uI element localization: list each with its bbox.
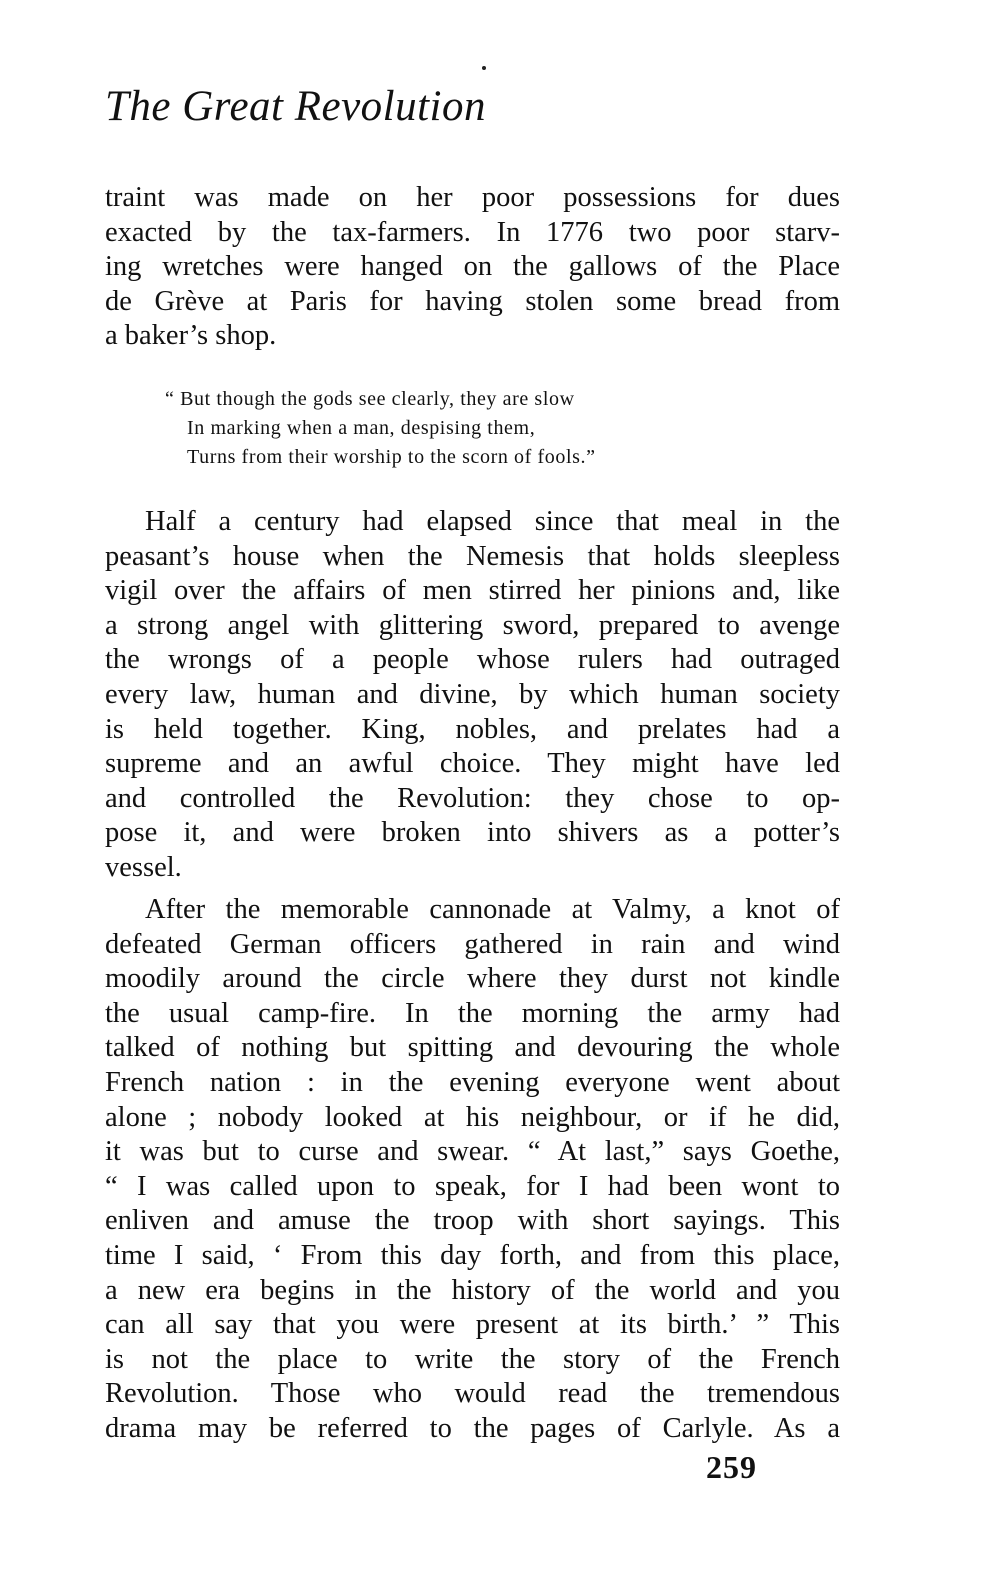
text-line: is not the place to write the story of the French [105, 1343, 840, 1375]
text-line: Half a century had elapsed since that meal in the [145, 506, 840, 537]
text-line: “ I was called upon to speak, for I had been wont to [105, 1170, 840, 1202]
text-line: defeated German officers gathered in rain and wind [105, 928, 840, 960]
text-line: vessel. [105, 851, 182, 883]
page-number: 259 [706, 1449, 757, 1485]
text-line: alone ; nobody looked at his neighbour, or if he did, [105, 1101, 840, 1133]
text-line: a baker’s shop. [105, 320, 277, 352]
text-line: the wrongs of a people whose rulers had outraged [105, 644, 840, 676]
text-line: Revolution. Those who would read the tremendous [105, 1378, 840, 1410]
text-line: is held together. King, nobles, and prelates had a [105, 713, 840, 745]
text-line: pose it, and were broken into shivers as a potter’s [105, 817, 840, 849]
verse-quotation [165, 385, 596, 472]
paragraph-3 [105, 893, 840, 1447]
text-line: the usual camp-fire. In the morning the army had [105, 997, 840, 1029]
verse-line: Turns from their worship to the scorn of fools.” [187, 446, 596, 468]
text-line: supreme and an awful choice. They might have led [105, 748, 840, 780]
text-line: drama may be referred to the pages of Carlyle. As a [105, 1412, 840, 1444]
text-line: moodily around the circle where they durst not kindle [105, 963, 840, 995]
verse-line: In marking when a man, despising them, [187, 417, 536, 439]
text-line: time I said, ‘ From this day forth, and from this place, [105, 1239, 840, 1271]
verse-line: “ But though the gods see clearly, they are slow [165, 388, 575, 410]
text-line: and controlled the Revolution: they chose to op- [105, 782, 840, 814]
text-line: de Grève at Paris for having stolen some bread from [105, 285, 840, 317]
text-line: ing wretches were hanged on the gallows of the Place [105, 251, 840, 283]
text-line: French nation : in the evening everyone went about [105, 1066, 840, 1098]
text-line: vigil over the affairs of men stirred her pinions and, like [105, 575, 840, 607]
text-line: every law, human and divine, by which human society [105, 678, 840, 710]
text-line: talked of nothing but spitting and devouring the whole [105, 1032, 840, 1064]
text-line: traint was made on her poor possessions for dues [105, 182, 840, 213]
text-line: peasant’s house when the Nemesis that holds sleepless [105, 540, 840, 572]
running-head: The Great Revolution [105, 83, 487, 130]
paragraph-1 [105, 181, 840, 354]
text-line: can all say that you were present at its birth.’ ” This [105, 1309, 840, 1341]
text-line: it was but to curse and swear. “ At last,” says Goethe, [105, 1136, 840, 1168]
text-line: enliven and amuse the troop with short sayings. This [105, 1205, 840, 1237]
text-line: After the memorable cannonade at Valmy, a knot of [145, 894, 840, 925]
text-line: a strong angel with glittering sword, prepared to avenge [105, 609, 840, 641]
text-line: exacted by the tax-farmers. In 1776 two poor starv- [105, 216, 840, 248]
text-line: a new era begins in the history of the world and you [105, 1274, 840, 1306]
print-speck [482, 66, 486, 70]
paragraph-2 [105, 505, 840, 886]
